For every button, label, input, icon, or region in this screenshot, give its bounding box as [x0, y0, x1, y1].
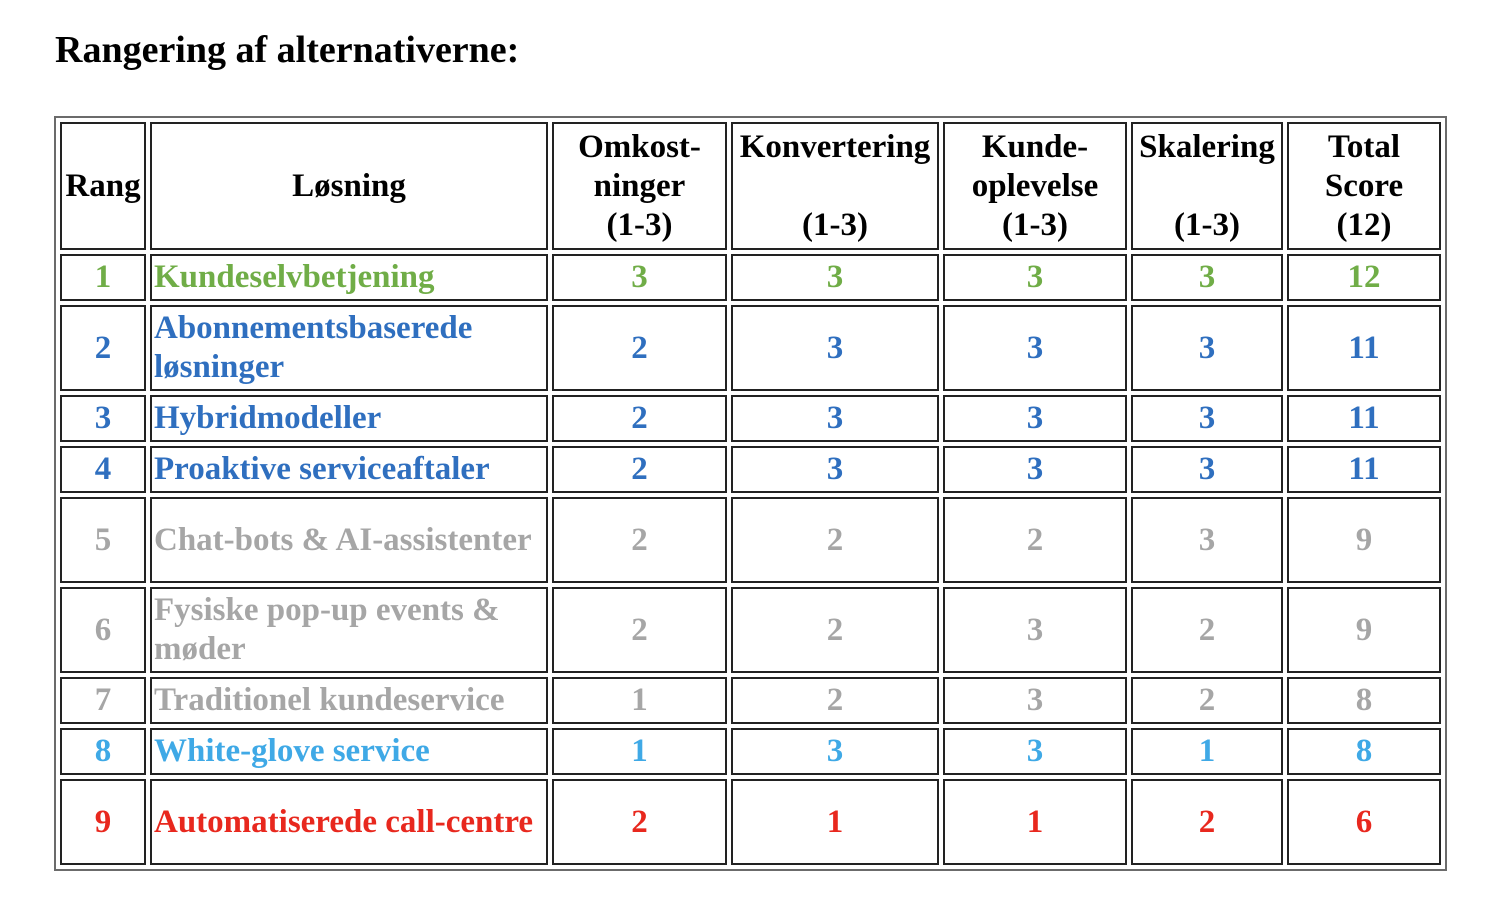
cell-skalering: 3 [1131, 497, 1283, 583]
header-skalering-line3: (1-3) [1174, 206, 1240, 243]
cell-losning: Fysiske pop-up events & møder [150, 587, 548, 673]
header-omkostninger-line2: ninger [593, 167, 686, 204]
header-skalering-line1: Skalering [1139, 128, 1275, 165]
cell-omkostninger: 1 [552, 728, 727, 775]
cell-skalering: 1 [1131, 728, 1283, 775]
cell-losning: Hybridmodeller [150, 395, 548, 442]
cell-rang: 2 [60, 305, 146, 391]
cell-rang: 9 [60, 779, 146, 865]
cell-omkostninger: 2 [552, 779, 727, 865]
header-konvertering [731, 122, 939, 250]
cell-losning: Proaktive serviceaftaler [150, 446, 548, 493]
cell-kundeoplevelse: 3 [943, 677, 1127, 724]
cell-konvertering: 2 [731, 587, 939, 673]
cell-skalering: 3 [1131, 446, 1283, 493]
cell-konvertering: 2 [731, 497, 939, 583]
table-row [60, 305, 1441, 391]
header-total-line2: Score [1324, 167, 1404, 204]
cell-losning: Abonnementsbaserede løsninger [150, 305, 548, 391]
cell-kundeoplevelse: 3 [943, 395, 1127, 442]
cell-konvertering: 3 [731, 395, 939, 442]
cell-konvertering: 3 [731, 728, 939, 775]
header-omkostninger [552, 122, 727, 250]
table-row [60, 446, 1441, 493]
cell-total-score: 8 [1287, 728, 1441, 775]
cell-rang: 4 [60, 446, 146, 493]
cell-losning: Kundeselvbetjening [150, 254, 548, 301]
header-total-line1: Total [1327, 128, 1401, 165]
table-row [60, 497, 1441, 583]
header-konvertering-line1: Konvertering [739, 128, 931, 165]
table-row [60, 254, 1441, 301]
header-omkostninger-line3: (1-3) [606, 206, 673, 243]
cell-skalering: 2 [1131, 587, 1283, 673]
page-title: Rangering af alternativerne: [55, 29, 520, 71]
table-row [60, 677, 1441, 724]
cell-skalering: 3 [1131, 254, 1283, 301]
cell-total-score: 9 [1287, 587, 1441, 673]
cell-kundeoplevelse: 3 [943, 728, 1127, 775]
cell-kundeoplevelse: 3 [943, 446, 1127, 493]
cell-rang: 6 [60, 587, 146, 673]
cell-omkostninger: 2 [552, 587, 727, 673]
header-konvertering-line2 [831, 168, 839, 204]
cell-losning: Chat-bots & AI-assistenter [150, 497, 548, 583]
cell-total-score: 6 [1287, 779, 1441, 865]
cell-losning: Traditionel kundeservice [150, 677, 548, 724]
cell-kundeoplevelse: 3 [943, 587, 1127, 673]
header-row [60, 122, 1441, 250]
cell-rang: 8 [60, 728, 146, 775]
cell-konvertering: 2 [731, 677, 939, 724]
cell-rang: 7 [60, 677, 146, 724]
ranking-table-container [54, 116, 1447, 871]
cell-total-score: 11 [1287, 395, 1441, 442]
header-rang: Rang [60, 122, 146, 250]
header-kundeoplevelse-line3: (1-3) [1002, 206, 1068, 243]
cell-total-score: 11 [1287, 305, 1441, 391]
header-konvertering-line3: (1-3) [802, 206, 868, 243]
table-row [60, 395, 1441, 442]
table-row [60, 728, 1441, 775]
ranking-table [54, 116, 1447, 871]
cell-kundeoplevelse: 2 [943, 497, 1127, 583]
cell-skalering: 2 [1131, 779, 1283, 865]
cell-rang: 1 [60, 254, 146, 301]
cell-kundeoplevelse: 3 [943, 305, 1127, 391]
cell-omkostninger: 2 [552, 446, 727, 493]
header-skalering-line2 [1203, 168, 1211, 204]
cell-total-score: 8 [1287, 677, 1441, 724]
cell-konvertering: 3 [731, 305, 939, 391]
header-kundeoplevelse [943, 122, 1127, 250]
cell-omkostninger: 3 [552, 254, 727, 301]
header-total-line3: (12) [1336, 206, 1392, 243]
table-row [60, 779, 1441, 865]
cell-konvertering: 1 [731, 779, 939, 865]
cell-konvertering: 3 [731, 446, 939, 493]
header-omkostninger-line1: Omkost- [578, 128, 701, 165]
cell-omkostninger: 1 [552, 677, 727, 724]
cell-skalering: 3 [1131, 305, 1283, 391]
cell-skalering: 2 [1131, 677, 1283, 724]
header-total-score [1287, 122, 1441, 250]
cell-losning: Automatiserede call-centre [150, 779, 548, 865]
cell-kundeoplevelse: 3 [943, 254, 1127, 301]
cell-total-score: 12 [1287, 254, 1441, 301]
cell-omkostninger: 2 [552, 305, 727, 391]
cell-rang: 3 [60, 395, 146, 442]
cell-total-score: 9 [1287, 497, 1441, 583]
cell-rang: 5 [60, 497, 146, 583]
cell-total-score: 11 [1287, 446, 1441, 493]
table-row [60, 587, 1441, 673]
header-skalering [1131, 122, 1283, 250]
cell-omkostninger: 2 [552, 497, 727, 583]
cell-kundeoplevelse: 1 [943, 779, 1127, 865]
header-kundeoplevelse-line1: Kunde- [981, 128, 1089, 165]
cell-konvertering: 3 [731, 254, 939, 301]
cell-skalering: 3 [1131, 395, 1283, 442]
header-losning: Løsning [150, 122, 548, 250]
header-kundeoplevelse-line2: oplevelse [971, 167, 1099, 204]
cell-losning: White-glove service [150, 728, 548, 775]
cell-omkostninger: 2 [552, 395, 727, 442]
